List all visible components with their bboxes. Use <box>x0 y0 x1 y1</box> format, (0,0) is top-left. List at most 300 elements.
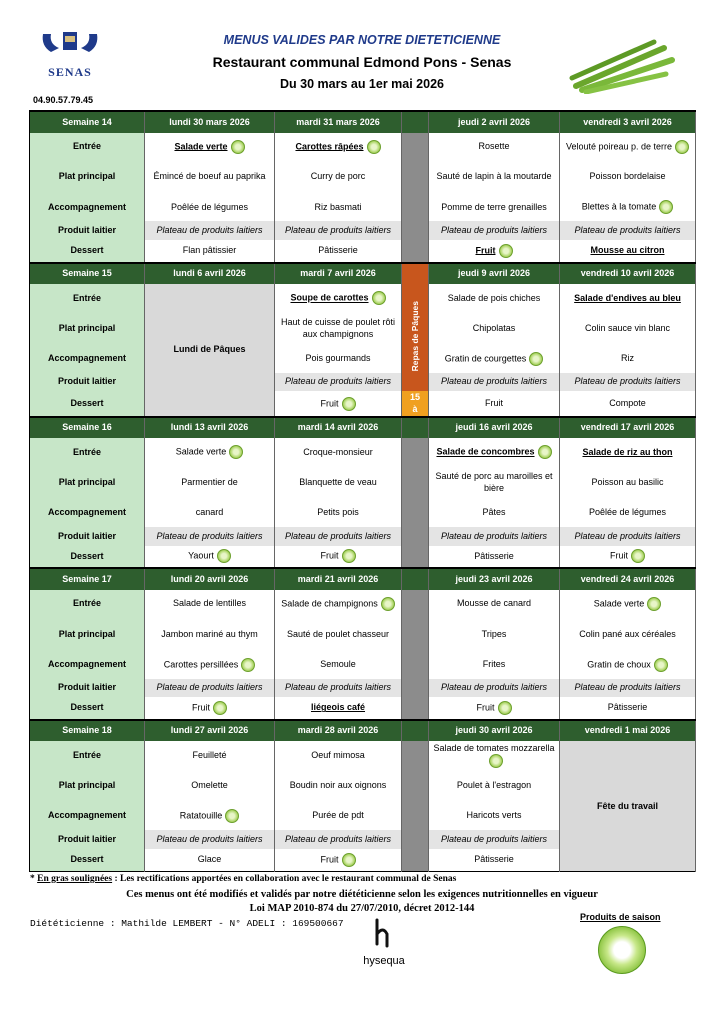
dish-name: Fruit <box>610 550 628 561</box>
seasonal-produce-icon <box>654 658 668 672</box>
dish-name: Flan pâtissier <box>182 245 237 256</box>
menu-cell <box>275 438 402 466</box>
phone-number: 04.90.57.79.45 <box>33 95 94 105</box>
asparagus-icon <box>568 34 678 94</box>
week-header-row <box>30 263 696 285</box>
easter-meal-cell <box>402 284 429 391</box>
menu-cell <box>560 499 696 527</box>
week-header-row <box>30 720 696 742</box>
menu-row <box>30 741 696 769</box>
dairy-cell: Plateau de produits laitiers <box>560 679 696 697</box>
row-label: Dessert <box>30 546 145 569</box>
day-header: mardi 28 avril 2026 <box>275 720 402 742</box>
row-label: Produit laitier <box>30 679 145 697</box>
menu-row <box>30 221 696 239</box>
dish-name: Omelette <box>191 780 228 791</box>
menu-cell <box>275 741 402 769</box>
easter-day-word: à <box>412 403 418 414</box>
menu-cell <box>560 193 696 221</box>
row-label: Accompagnement <box>30 650 145 678</box>
gray-column <box>402 802 429 830</box>
menu-cell <box>560 697 696 720</box>
dairy-cell: Plateau de produits laitiers <box>145 221 275 239</box>
holiday-cell <box>145 284 275 417</box>
seasonal-produce-icon <box>241 658 255 672</box>
gray-column <box>402 527 429 545</box>
dairy-cell: Plateau de produits laitiers <box>429 373 560 391</box>
dish-name: Gratin de choux <box>587 658 651 669</box>
dish-name: Purée de pdt <box>312 810 364 821</box>
menu-cell <box>275 802 402 830</box>
dish-name: Compote <box>609 397 646 408</box>
menu-row <box>30 161 696 193</box>
seasonal-produce-icon <box>342 853 356 867</box>
easter-date-cell <box>402 391 429 416</box>
dish-name: Fruit <box>320 397 339 408</box>
week-header-row <box>30 568 696 590</box>
dish-name: Salade d'endives au bleu <box>574 292 681 303</box>
dish-name: Soupe de carottes <box>290 292 369 303</box>
dish-name: Yaourt <box>188 550 214 561</box>
dish-name: liégeois café <box>310 702 366 713</box>
row-label: Accompagnement <box>30 345 145 373</box>
dish-name: Sauté de poulet chasseur <box>286 628 390 639</box>
menu-cell <box>275 161 402 193</box>
seasonal-produce-icon <box>381 597 395 611</box>
menu-cell <box>145 467 275 499</box>
menu-row <box>30 527 696 545</box>
dairy-cell: Plateau de produits laitiers <box>275 679 402 697</box>
day-header: lundi 20 avril 2026 <box>145 568 275 590</box>
row-label: Produit laitier <box>30 373 145 391</box>
menu-cell <box>275 546 402 569</box>
dish-name: Feuilleté <box>192 749 227 760</box>
day-header: lundi 30 mars 2026 <box>145 111 275 133</box>
dish-name: Poisson au basilic <box>591 477 664 488</box>
row-label: Plat principal <box>30 770 145 802</box>
gray-column <box>402 546 429 569</box>
menu-row <box>30 133 696 161</box>
dish-name: Frites <box>482 658 506 669</box>
menu-cell <box>145 650 275 678</box>
dish-name: Salade de tomates mozzarella <box>433 742 555 753</box>
week-header-row <box>30 111 696 133</box>
dish-name: Pois gourmands <box>305 353 371 364</box>
menu-row <box>30 499 696 527</box>
row-label: Plat principal <box>30 467 145 499</box>
dish-name: Salade de concombres <box>436 446 535 457</box>
legend-note: * En gras soulignées : Les rectifications apportées en collaboration avec le restaurant communal de Senas <box>30 874 457 884</box>
menu-cell <box>429 741 560 769</box>
menu-cell <box>560 467 696 499</box>
day-header: lundi 6 avril 2026 <box>145 263 275 285</box>
seasonal-produce-icon <box>489 754 503 768</box>
gray-column <box>402 618 429 650</box>
day-header: mardi 7 avril 2026 <box>275 263 402 285</box>
gray-column-header <box>402 417 429 439</box>
holiday-label: Lundi de Pâques <box>173 344 246 355</box>
menu-row <box>30 679 696 697</box>
menu-row <box>30 345 696 373</box>
dish-name: Salade de pois chiches <box>447 292 541 303</box>
dish-name: Fruit <box>320 854 339 865</box>
row-label: Entrée <box>30 590 145 618</box>
menu-cell <box>145 697 275 720</box>
dish-name: Salade verte <box>175 446 227 457</box>
seasonal-produce-icon <box>647 597 661 611</box>
dish-name: Sauté de porc au maroilles et bière <box>435 471 553 493</box>
seasonal-produce-icon <box>367 140 381 154</box>
gray-column <box>402 467 429 499</box>
dish-name: Fruit <box>475 245 496 256</box>
week-label: Semaine 18 <box>30 720 145 742</box>
row-label: Entrée <box>30 133 145 161</box>
dish-name: Salade verte <box>593 598 645 609</box>
dish-name: Gratin de courgettes <box>444 353 527 364</box>
menu-row <box>30 284 696 312</box>
dish-name: Riz basmati <box>314 201 362 212</box>
menu-cell <box>275 133 402 161</box>
dairy-cell: Plateau de produits laitiers <box>560 373 696 391</box>
seasonal-produce-icon <box>538 445 552 459</box>
menu-cell <box>429 467 560 499</box>
dairy-cell: Plateau de produits laitiers <box>145 830 275 848</box>
seasonal-produce-icon <box>225 809 239 823</box>
menu-cell <box>145 741 275 769</box>
seasonal-produce-icon <box>217 549 231 563</box>
day-header: mardi 14 avril 2026 <box>275 417 402 439</box>
hysequa-logo <box>354 918 414 966</box>
row-label: Plat principal <box>30 618 145 650</box>
dish-name: Haricots verts <box>466 810 522 821</box>
menu-cell <box>429 312 560 344</box>
seasonal-produce-icon <box>231 140 245 154</box>
gray-column <box>402 770 429 802</box>
dairy-cell: Plateau de produits laitiers <box>145 679 275 697</box>
row-label: Plat principal <box>30 161 145 193</box>
gray-column <box>402 741 429 769</box>
dish-name: Salade de riz au thon <box>582 446 673 457</box>
menu-cell <box>429 438 560 466</box>
town-name: SENAS <box>48 65 92 79</box>
row-label: Produit laitier <box>30 830 145 848</box>
row-label: Entrée <box>30 741 145 769</box>
dairy-cell: Plateau de produits laitiers <box>429 527 560 545</box>
validated-banner: MENUS VALIDES PAR NOTRE DIETETICIENNE <box>223 33 501 47</box>
menu-cell <box>560 312 696 344</box>
dish-name: Chipolatas <box>472 322 516 333</box>
day-header: jeudi 2 avril 2026 <box>429 111 560 133</box>
menu-cell <box>560 438 696 466</box>
day-header: jeudi 9 avril 2026 <box>429 263 560 285</box>
dish-name: Salade de champignons <box>281 598 378 609</box>
menu-cell <box>145 438 275 466</box>
dish-name: Glace <box>197 854 222 865</box>
dish-name: Pâtisserie <box>474 854 514 865</box>
dish-name: Pâtisserie <box>474 550 514 561</box>
dish-name: Fruit <box>485 397 503 408</box>
row-label: Entrée <box>30 284 145 312</box>
gray-column <box>402 438 429 466</box>
dish-name: Poêlée de légumes <box>170 201 249 212</box>
day-header: vendredi 3 avril 2026 <box>560 111 696 133</box>
menu-cell <box>145 193 275 221</box>
holiday-label: Fête du travail <box>596 800 659 811</box>
dish-name: Pâtes <box>482 507 506 518</box>
gray-column-header <box>402 568 429 590</box>
menu-row <box>30 438 696 466</box>
dish-name: Blanquette de veau <box>299 477 377 488</box>
row-label: Dessert <box>30 391 145 416</box>
seasonal-produce-icon <box>659 200 673 214</box>
menu-cell <box>275 312 402 344</box>
dairy-cell: Plateau de produits laitiers <box>275 527 402 545</box>
menu-cell <box>560 650 696 678</box>
menu-cell <box>429 590 560 618</box>
menu-cell <box>429 546 560 569</box>
menu-cell <box>275 849 402 872</box>
dish-name: Mousse de canard <box>456 598 532 609</box>
row-label: Produit laitier <box>30 527 145 545</box>
date-range: Du 30 mars au 1er mai 2026 <box>280 77 444 91</box>
dairy-cell: Plateau de produits laitiers <box>275 221 402 239</box>
gray-column-header <box>402 720 429 742</box>
day-header: vendredi 10 avril 2026 <box>560 263 696 285</box>
day-header: jeudi 30 avril 2026 <box>429 720 560 742</box>
seasonal-produce-icon <box>342 549 356 563</box>
dish-name: Salade verte <box>174 141 228 152</box>
menu-cell <box>560 240 696 263</box>
dish-name: Semoule <box>320 658 356 669</box>
dish-name: Pâtisserie <box>607 702 648 713</box>
menu-cell <box>429 618 560 650</box>
gray-column <box>402 697 429 720</box>
day-header: jeudi 23 avril 2026 <box>429 568 560 590</box>
validation-note: Ces menus ont été modifiés et validés par notre diététicienne selon les exigences nutritionnelles en vigueur <box>126 889 598 900</box>
seasonal-produce-icon <box>213 701 227 715</box>
menu-cell <box>275 345 402 373</box>
dish-name: Émincé de boeuf au paprika <box>153 171 266 182</box>
row-label: Plat principal <box>30 312 145 344</box>
dish-name: Ratatouille <box>179 810 223 821</box>
seasonal-produce-icon <box>631 549 645 563</box>
dish-name: Colin pané aux céréales <box>579 628 676 639</box>
dish-name: Haut de cuisse de poulet rôti aux champignons <box>280 317 396 339</box>
day-header: vendredi 24 avril 2026 <box>560 568 696 590</box>
menu-cell <box>145 546 275 569</box>
menu-cell <box>145 618 275 650</box>
dairy-cell: Plateau de produits laitiers <box>429 679 560 697</box>
menu-cell <box>275 590 402 618</box>
menu-cell <box>275 618 402 650</box>
menu-cell <box>560 391 696 416</box>
menu-row <box>30 240 696 263</box>
menu-row <box>30 373 696 391</box>
dish-name: Pâtisserie <box>318 245 358 256</box>
menu-row <box>30 650 696 678</box>
day-header: lundi 27 avril 2026 <box>145 720 275 742</box>
dairy-cell: Plateau de produits laitiers <box>560 527 696 545</box>
seasonal-produce-icon <box>499 244 513 258</box>
gray-column <box>402 590 429 618</box>
gray-column <box>402 679 429 697</box>
row-label: Dessert <box>30 240 145 263</box>
menu-cell <box>145 802 275 830</box>
menu-cell <box>560 161 696 193</box>
row-label: Accompagnement <box>30 193 145 221</box>
menu-cell <box>429 650 560 678</box>
gray-column <box>402 650 429 678</box>
menu-cell <box>429 284 560 312</box>
dish-name: Sauté de lapin à la moutarde <box>436 171 552 182</box>
season-badge-icon <box>598 926 646 974</box>
menu-table <box>29 110 696 872</box>
menu-cell <box>145 133 275 161</box>
week-label: Semaine 16 <box>30 417 145 439</box>
gray-column <box>402 133 429 161</box>
row-label: Produit laitier <box>30 221 145 239</box>
brand-name: hysequa <box>363 955 405 967</box>
dairy-cell: Plateau de produits laitiers <box>429 221 560 239</box>
gray-column <box>402 830 429 848</box>
dish-name: Carottes râpées <box>295 141 364 152</box>
row-label: Entrée <box>30 438 145 466</box>
dish-name: Velouté poireau p. de terre <box>565 141 673 152</box>
day-header: mardi 31 mars 2026 <box>275 111 402 133</box>
dish-name: Parmentier de <box>181 477 238 488</box>
menu-row <box>30 312 696 344</box>
day-header: mardi 21 avril 2026 <box>275 568 402 590</box>
menu-cell <box>429 193 560 221</box>
dish-name: Fruit <box>320 550 339 561</box>
law-reference: Loi MAP 2010-874 du 27/07/2010, décret 2012-144 <box>249 903 475 914</box>
row-label: Dessert <box>30 849 145 872</box>
gray-column-header <box>402 111 429 133</box>
menu-cell <box>429 802 560 830</box>
menu-cell <box>275 770 402 802</box>
menu-cell <box>145 770 275 802</box>
day-header: lundi 13 avril 2026 <box>145 417 275 439</box>
dish-name: Petits pois <box>317 507 359 518</box>
menu-cell <box>275 391 402 416</box>
gray-column-header <box>402 263 429 285</box>
seasonal-produce-icon <box>342 397 356 411</box>
menu-row <box>30 546 696 569</box>
day-header: vendredi 1 mai 2026 <box>560 720 696 742</box>
easter-meal-label: Repas de Pâques <box>409 300 420 372</box>
gray-column <box>402 849 429 872</box>
menu-cell <box>275 193 402 221</box>
menu-cell <box>429 240 560 263</box>
dish-name: Boudin noir aux oignons <box>289 780 387 791</box>
seasonal-produce-icon <box>675 140 689 154</box>
menu-row <box>30 467 696 499</box>
week-label: Semaine 15 <box>30 263 145 285</box>
menu-row <box>30 697 696 720</box>
menu-cell <box>560 590 696 618</box>
menu-cell <box>429 697 560 720</box>
menu-cell <box>560 284 696 312</box>
dish-name: Riz <box>621 353 634 364</box>
dish-name: Mousse au citron <box>590 245 665 256</box>
gray-column <box>402 240 429 263</box>
seasonal-produce-icon <box>498 701 512 715</box>
menu-cell <box>275 467 402 499</box>
dietitian-info: Diététicienne : Mathilde LEMBERT - N° ADELI : 169500667 <box>30 918 344 929</box>
menu-cell <box>145 849 275 872</box>
dish-name: Croque-monsieur <box>303 446 373 457</box>
row-label: Accompagnement <box>30 499 145 527</box>
dairy-cell: Plateau de produits laitiers <box>429 830 560 848</box>
dish-name: Fruit <box>476 702 495 713</box>
gray-column <box>402 161 429 193</box>
menu-cell <box>275 284 402 312</box>
dish-name: Poulet à l'estragon <box>456 780 532 791</box>
menu-cell <box>560 345 696 373</box>
season-label: Produits de saison <box>580 912 661 922</box>
dish-name: Poisson bordelaise <box>589 171 666 182</box>
dish-name: Colin sauce vin blanc <box>584 322 671 333</box>
day-header: jeudi 16 avril 2026 <box>429 417 560 439</box>
menu-cell <box>145 499 275 527</box>
dish-name: Salade de lentilles <box>172 598 247 609</box>
dairy-cell: Plateau de produits laitiers <box>275 373 402 391</box>
hysequa-icon <box>369 918 399 948</box>
menu-cell <box>429 391 560 416</box>
menu-cell <box>429 345 560 373</box>
week-label: Semaine 17 <box>30 568 145 590</box>
menu-cell <box>560 546 696 569</box>
holiday-cell <box>560 741 696 871</box>
gray-column <box>402 221 429 239</box>
menu-row <box>30 590 696 618</box>
menu-cell <box>429 161 560 193</box>
week-label: Semaine 14 <box>30 111 145 133</box>
menu-cell <box>429 499 560 527</box>
menu-cell <box>275 697 402 720</box>
dish-name: Oeuf mimosa <box>311 749 365 760</box>
dish-name: Tripes <box>481 628 507 639</box>
seasonal-produce-icon <box>229 445 243 459</box>
easter-day-number: 15 <box>409 392 420 403</box>
row-label: Accompagnement <box>30 802 145 830</box>
dish-name: canard <box>195 507 224 518</box>
seasonal-produce-icon <box>529 352 543 366</box>
menu-row <box>30 391 696 416</box>
dish-name: Jambon mariné au thym <box>161 628 258 639</box>
gray-column <box>402 193 429 221</box>
menu-cell <box>560 133 696 161</box>
gray-column <box>402 499 429 527</box>
dish-name: Curry de porc <box>310 171 366 182</box>
menu-cell <box>429 133 560 161</box>
week-header-row <box>30 417 696 439</box>
menu-cell <box>560 618 696 650</box>
row-label: Dessert <box>30 697 145 720</box>
menu-cell <box>145 590 275 618</box>
menu-cell <box>429 849 560 872</box>
menu-cell <box>275 650 402 678</box>
menu-cell <box>145 161 275 193</box>
dish-name: Rosette <box>478 141 510 152</box>
page-title: Restaurant communal Edmond Pons - Senas <box>212 54 512 70</box>
menu-cell <box>429 770 560 802</box>
dish-name: Carottes persillées <box>163 658 239 669</box>
menu-row <box>30 618 696 650</box>
menu-cell <box>145 240 275 263</box>
dish-name: Blettes à la tomate <box>581 201 657 212</box>
dish-name: Pomme de terre grenailles <box>441 201 547 212</box>
